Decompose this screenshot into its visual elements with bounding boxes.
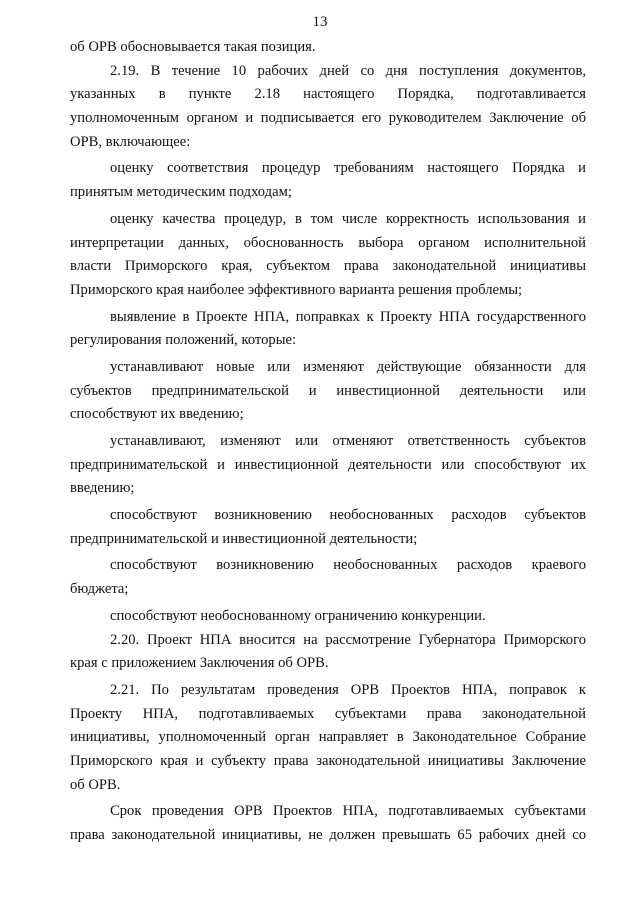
text-line: способствуют возникновению необоснованных расходов субъектов	[110, 507, 586, 524]
text-line: 2.21. По результатам проведения ОРВ Проектов НПА, поправок к	[110, 681, 586, 698]
text-line: уполномоченным органом и подписывается его руководителем Заключение об	[70, 110, 586, 127]
text-line: права законодательной инициативы, не должен превышать 65 рабочих дней со	[70, 827, 586, 843]
text-line: предпринимательской и инвестиционной деятельности;	[70, 530, 418, 547]
text-line: власти Приморского края, субъектом права законодательной инициативы	[70, 258, 586, 275]
text-line: принятым методическим подходам;	[70, 184, 292, 201]
text-line: способствуют возникновению необоснованных расходов краевого	[110, 557, 586, 574]
text-line: регулирования положений, которые:	[70, 332, 297, 349]
text-line: предпринимательской и инвестиционной деятельности или способствуют их	[70, 456, 586, 473]
text-line: выявление в Проекте НПА, поправках к Проекту НПА государственного	[110, 308, 586, 325]
text-line: субъектов предпринимательской и инвестиционной деятельности или	[70, 382, 586, 399]
page-number: 13	[312, 14, 328, 30]
text-line: Срок проведения ОРВ Проектов НПА, подготавливаемых субъектами	[110, 803, 586, 820]
text-line: устанавливают новые или изменяют действующие обязанности для	[110, 358, 586, 375]
document-body	[70, 36, 586, 848]
text-line: 2.19. В течение 10 рабочих дней со дня поступления документов,	[110, 62, 586, 79]
text-line: ОРВ, включающее:	[70, 133, 191, 150]
text-line: Приморского края и субъекту права законодательной инициативы Заключение	[70, 752, 586, 769]
text-line: интерпретации данных, обоснованность выбора органом исполнительной	[70, 234, 586, 251]
text-line: способствуют их введению;	[70, 406, 244, 423]
text-line: способствуют необоснованному ограничению конкуренции.	[110, 607, 486, 624]
text-line: Приморского края наиболее эффективного варианта решения проблемы;	[70, 281, 523, 298]
text-line: оценку соответствия процедур требованиям настоящего Порядка и	[110, 160, 586, 177]
text-line: края с приложением Заключения об ОРВ.	[70, 655, 329, 672]
text-line: 2.20. Проект НПА вносится на рассмотрение Губернатора Приморского	[110, 631, 586, 648]
text-line: указанных в пункте 2.18 настоящего Порядка, подготавливается	[70, 86, 586, 103]
text-line: введению;	[70, 480, 135, 497]
text-line: об ОРВ обосновывается такая позиция.	[70, 39, 316, 55]
text-line: инициативы, уполномоченный орган направляет в Законодательное Собрание	[70, 729, 586, 746]
text-line: об ОРВ.	[70, 776, 121, 793]
text-line: оценку качества процедур, в том числе корректность использования и	[110, 210, 586, 227]
text-line: устанавливают, изменяют или отменяют ответственность субъектов	[110, 433, 586, 449]
text-line: Проекту НПА, подготавливаемых субъектами права законодательной	[70, 705, 586, 722]
text-line: бюджета;	[70, 581, 129, 598]
